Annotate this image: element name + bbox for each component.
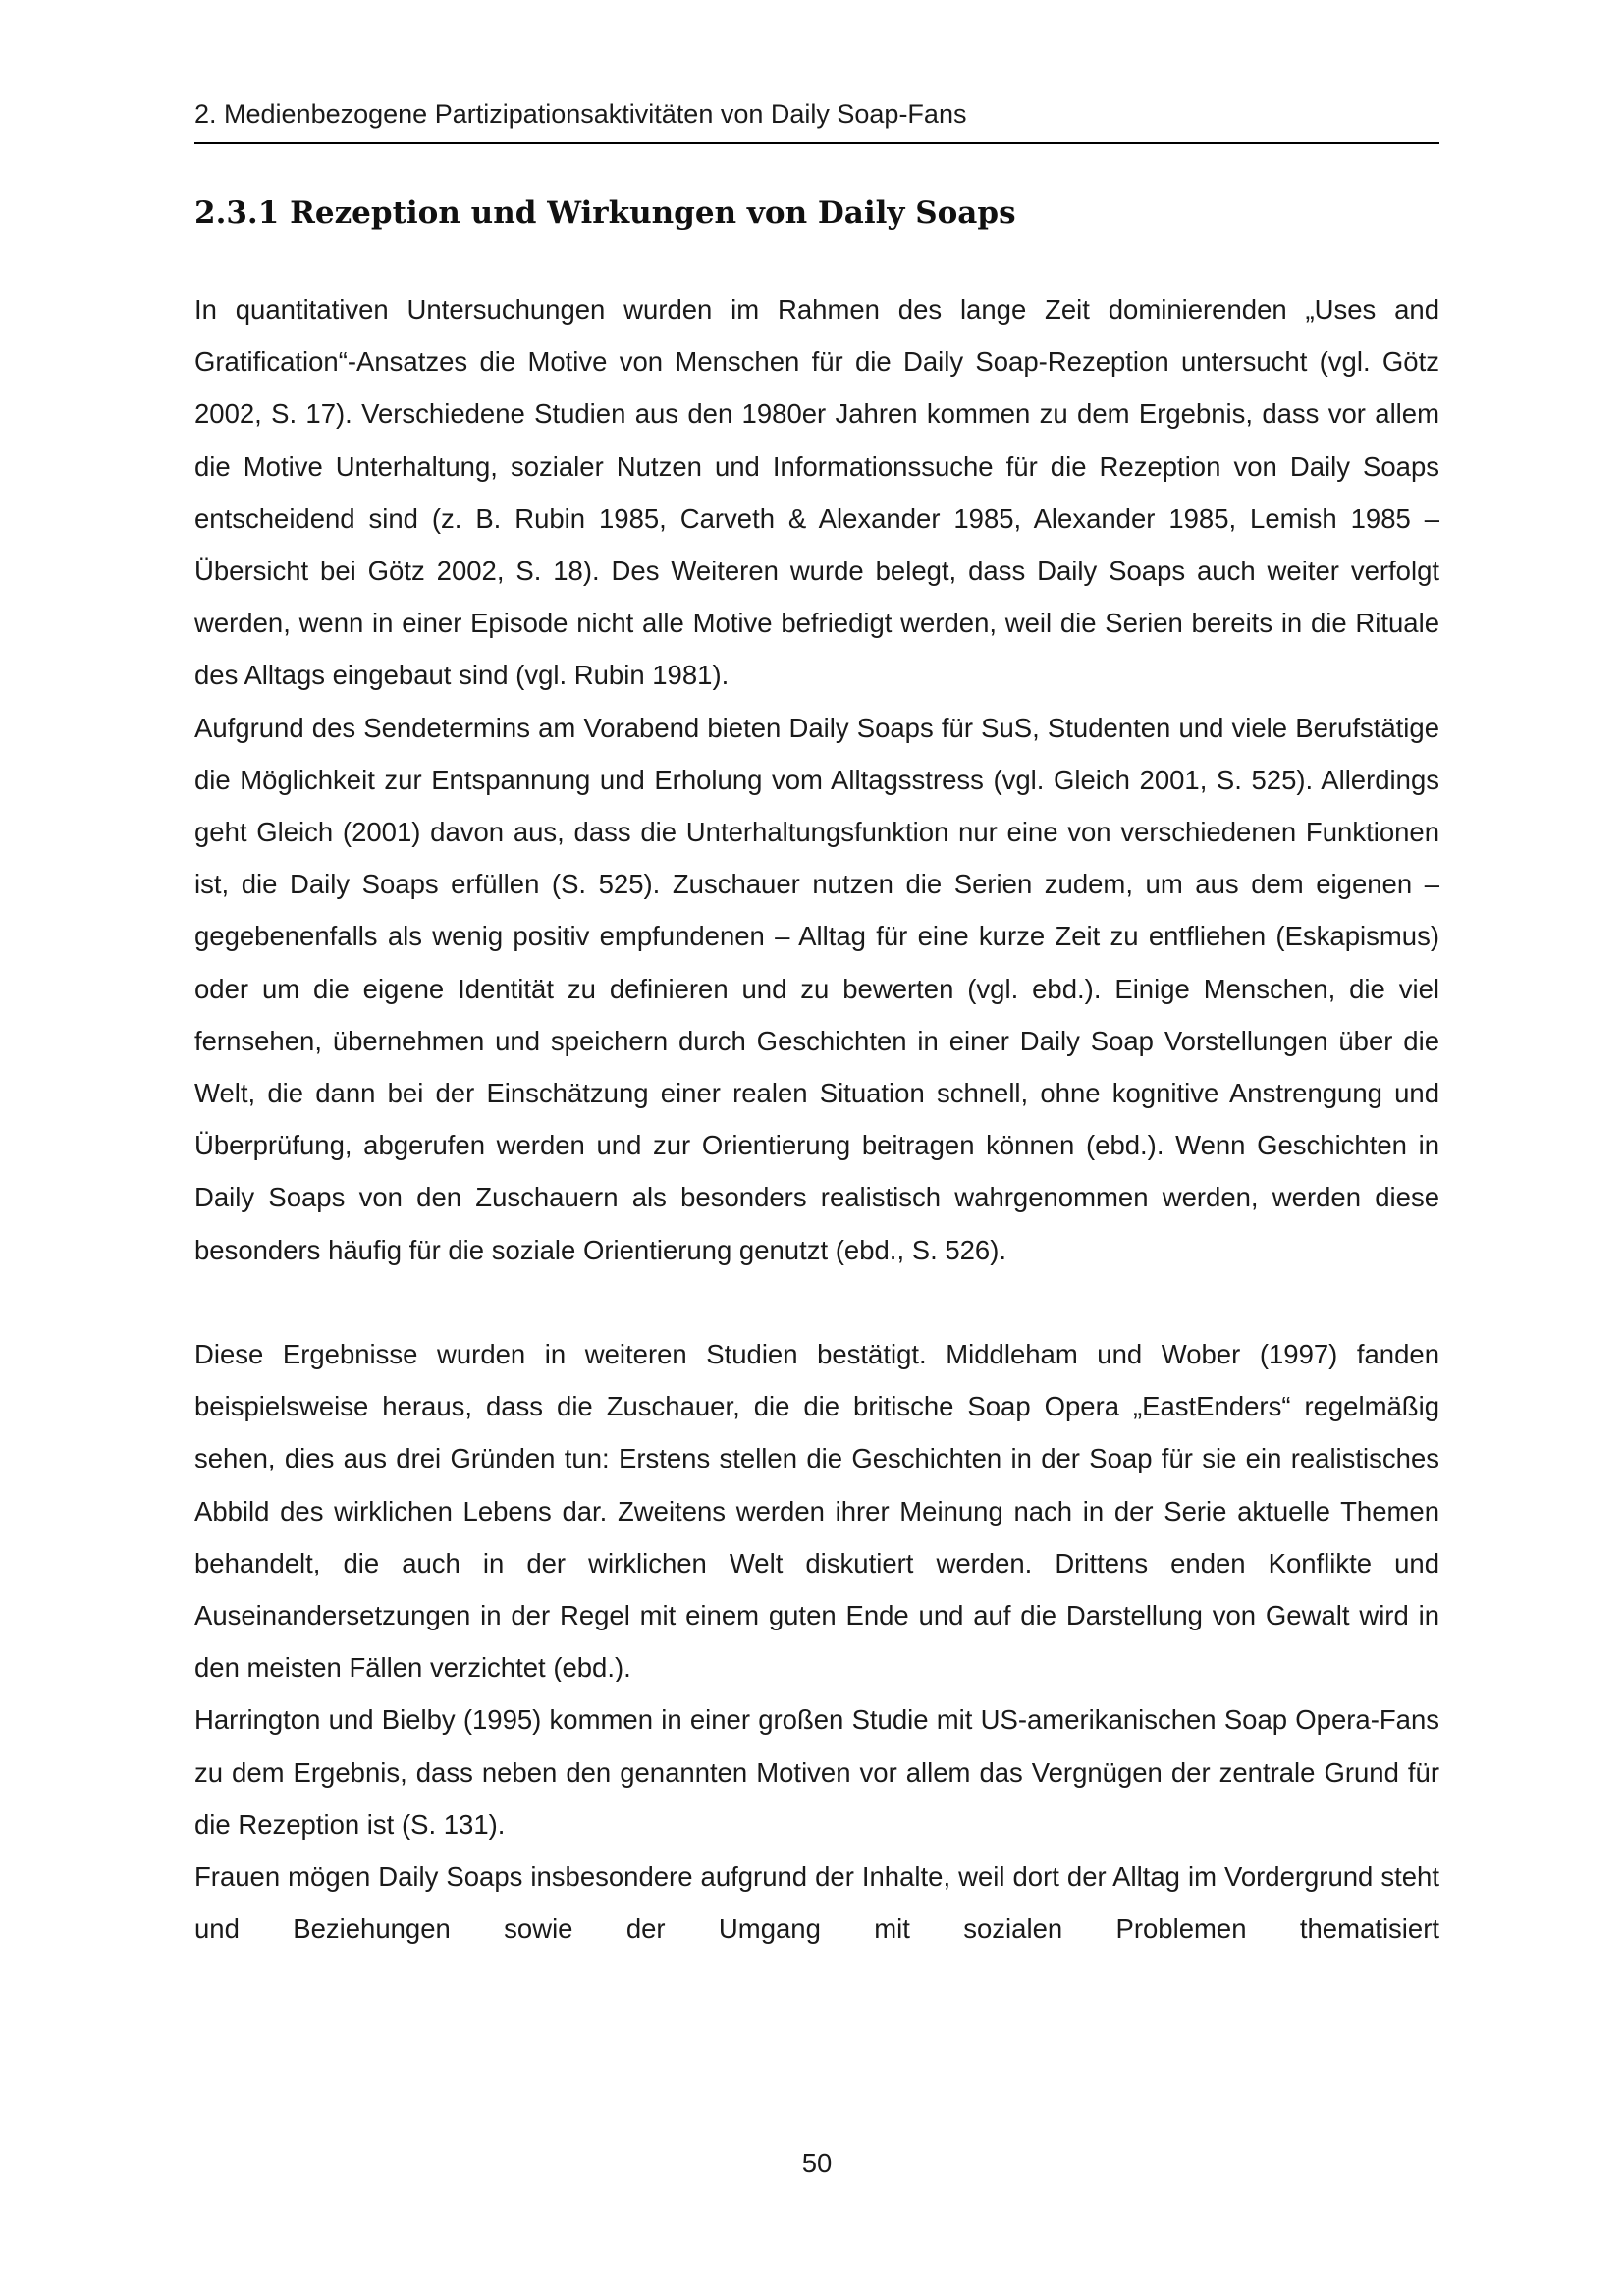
paragraph-motive: In quantitativen Untersuchungen wurden im Rahmen des lange Zeit dominierenden „Uses and Gratification“-Ansatzes die Motive von Menschen für die Daily Soap-Rezeption untersucht (vgl. Götz 2002, S. 17). Verschiedene Studien aus den 1980er Jahren kommen zu dem Ergebnis, dass vor allem die Motive Unterhaltung, sozialer Nutzen und Informationssuche für die Rezeption von Daily Soaps entscheidend sind (z. B. Rubin 1985, Carveth & Alexander 1985, Alexander 1985, Lemish 1985 – Übersicht bei Götz 2002, S. 18). Des Weiteren wurde belegt, dass Daily Soaps auch weiter verfolgt werden, wenn in einer Episode nicht alle Motive befriedigt werden, weil die Serien bereits in die Rituale des Alltags eingebaut sind (vgl. Rubin 1981). bbox=[194, 294, 1439, 691]
paragraph-ergebnisse: Diese Ergebnisse wurden in weiteren Studien bestätigt. Middleham und Wober (1997) fanden beispielsweise heraus, dass die Zuschauer, die die britische Soap Opera „EastEnders“ regelmäßig sehen, dies aus drei Gründen tun: Erstens stellen die Geschichten in der Soap für sie ein realistisches Abbild des wirklichen Lebens dar. Zweitens werden ihrer Meinung nach in der Serie aktuelle Themen behandelt, die auch in der wirklichen Welt diskutiert werden. Drittens enden Konflikte und Auseinandersetzungen in der Regel mit einem guten Ende und auf die Darstellung von Gewalt wird in den meisten Fällen verzichtet (ebd.). bbox=[194, 1339, 1439, 1683]
paragraph-harrington: Harrington und Bielby (1995) kommen in einer großen Studie mit US-amerikanischen Soap Opera-Fans zu dem Ergebnis, dass neben den genannten Motiven vor allem das Vergnügen der zentrale Grund für die Rezeption ist (S. 131). bbox=[194, 1704, 1439, 1840]
header-rule bbox=[194, 142, 1439, 144]
body-text bbox=[194, 284, 1439, 1954]
paragraph-frauen: Frauen mögen Daily Soaps insbesondere aufgrund der Inhalte, weil dort der Alltag im Vordergrund steht und Beziehungen sowie der Umgang mit sozialen Problemen thematisiert bbox=[194, 1861, 1439, 1945]
page-number: 50 bbox=[801, 2148, 833, 2178]
section-heading: 2.3.1 Rezeption und Wirkungen von Daily Soaps bbox=[194, 195, 1016, 231]
document-page bbox=[194, 0, 1439, 2296]
running-header: 2. Medienbezogene Partizipationsaktivitäten von Daily Soap-Fans bbox=[194, 99, 967, 129]
paragraph-gap bbox=[194, 1276, 1439, 1328]
paragraph-sendetermin: Aufgrund des Sendetermins am Vorabend bieten Daily Soaps für SuS, Studenten und viele Berufstätige die Möglichkeit zur Entspannung und Erholung vom Alltagsstress (vgl. Gleich 2001, S. 525). Allerdings geht Gleich (2001) davon aus, dass die Unterhaltungsfunktion nur eine von verschiedenen Funktionen ist, die Daily Soaps erfüllen (S. 525). Zuschauer nutzen die Serien zudem, um aus dem eigenen – gegebenenfalls als wenig positiv empfundenen – Alltag für eine kurze Zeit zu entfliehen (Eskapismus) oder um die eigene Identität zu definieren und zu bewerten (vgl. ebd.). Einige Menschen, die viel fernsehen, übernehmen und speichern durch Geschichten in einer Daily Soap Vorstellungen über die Welt, die dann bei der Einschätzung einer realen Situation schnell, ohne kognitive Anstrengung und Überprüfung, abgerufen werden und zur Orientierung beitragen können (ebd.). Wenn Geschichten in Daily Soaps von den Zuschauern als besonders realistisch wahrgenommen werden, werden diese besonders häufig für die soziale Orientierung genutzt (ebd., S. 526). bbox=[194, 712, 1439, 1265]
